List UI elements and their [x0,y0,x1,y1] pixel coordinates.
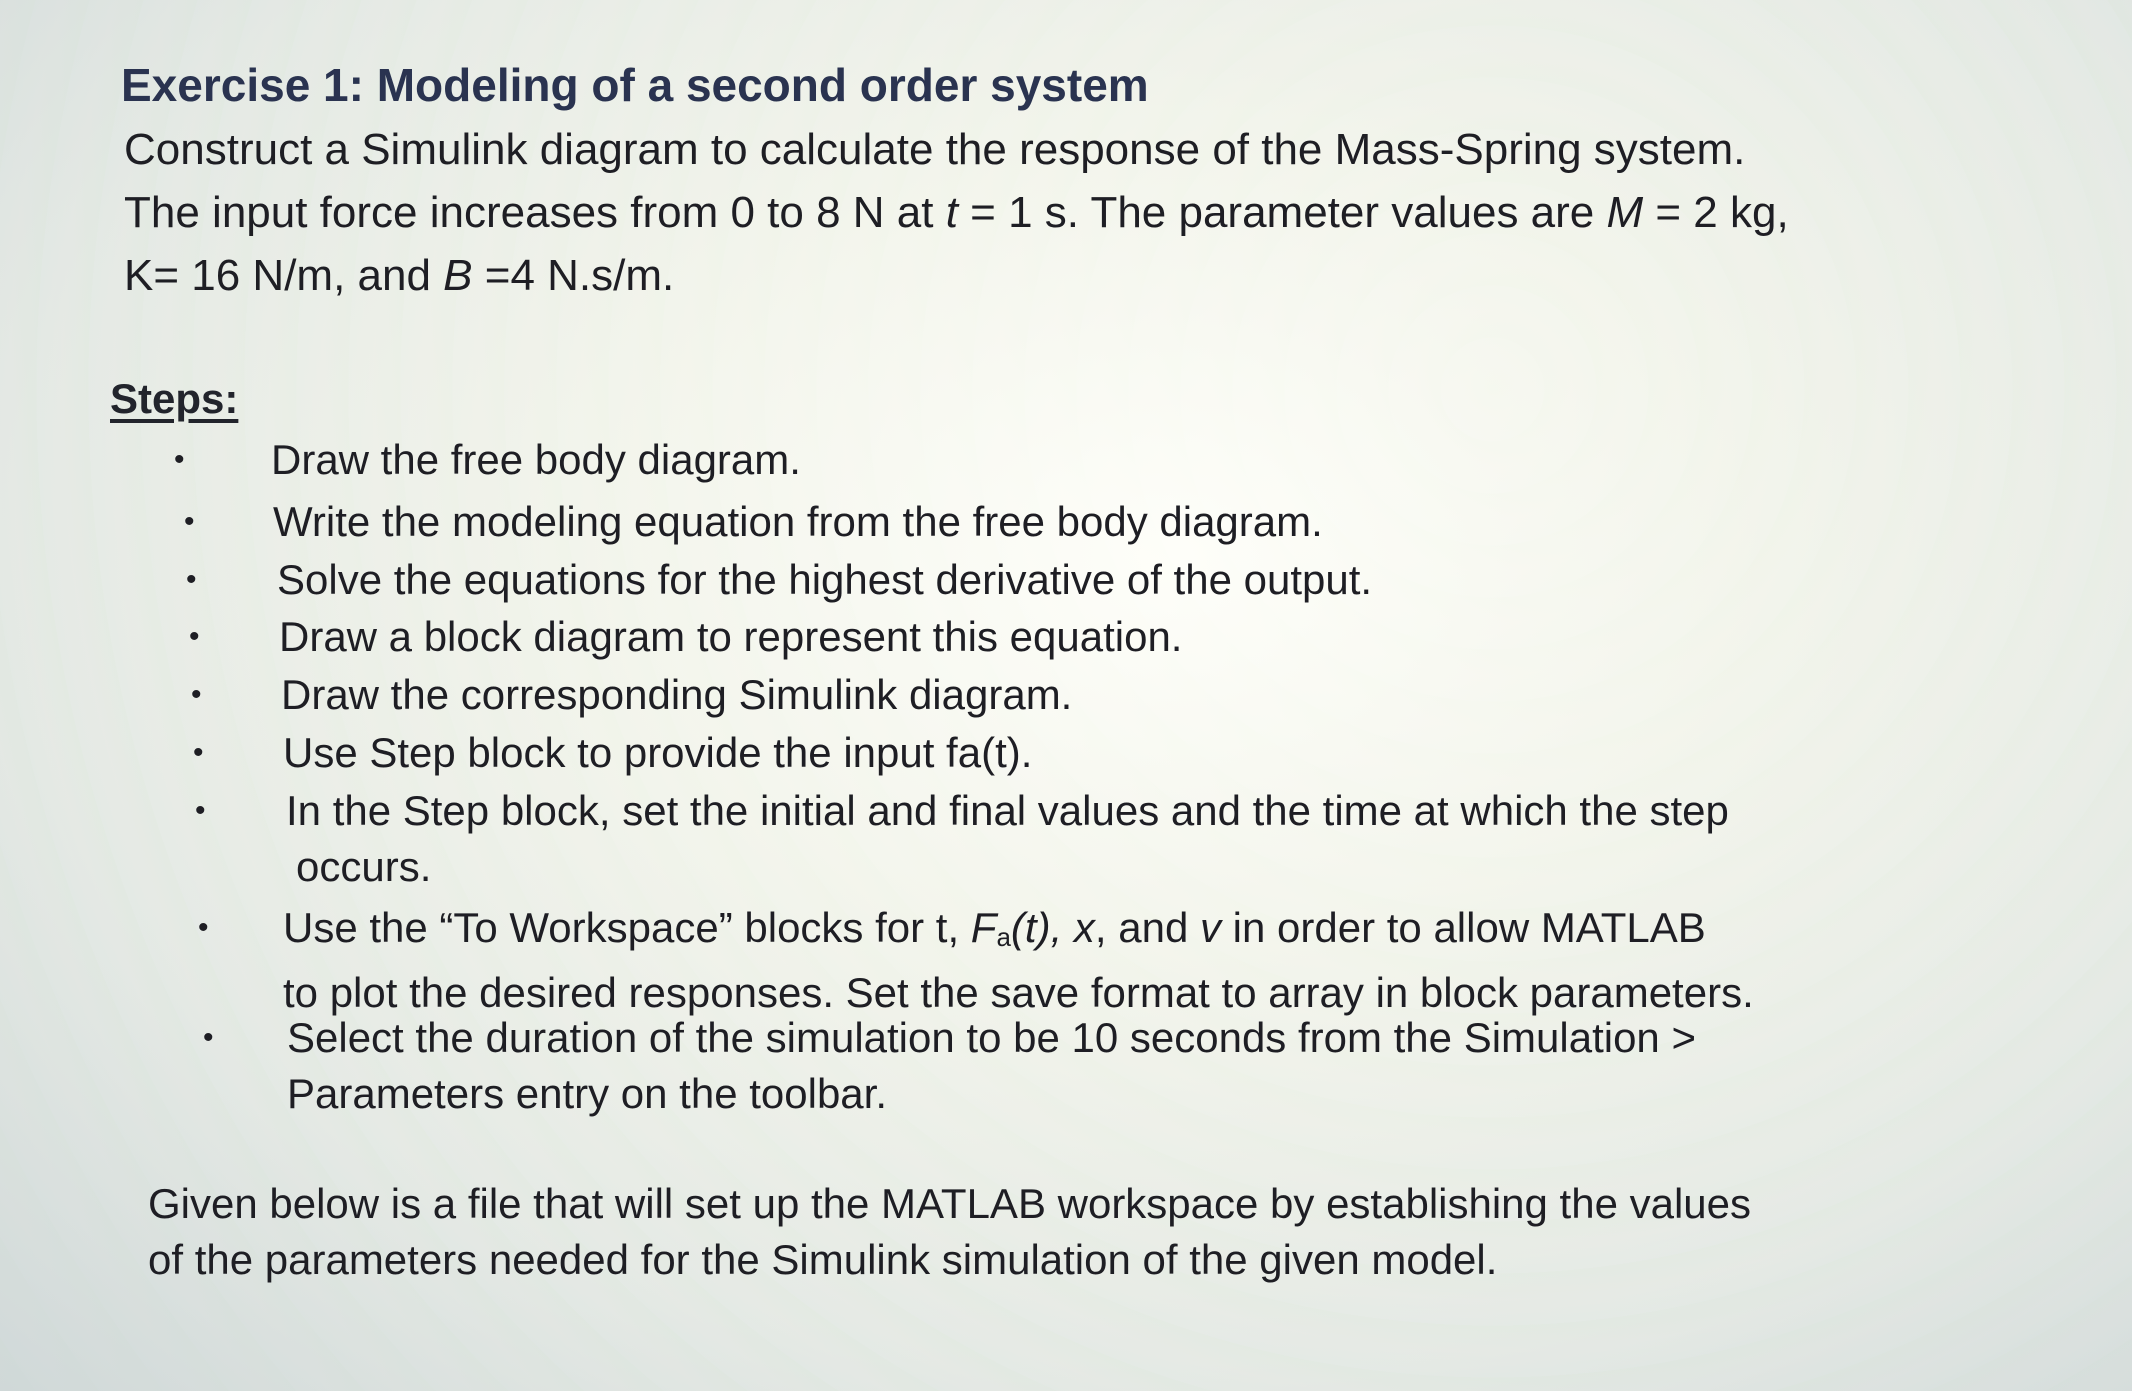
step-text-7-line-2: occurs. [296,843,432,890]
bullet-icon: • [203,1021,214,1054]
step-text-7-line-1: In the Step block, set the initial and final values and the time at which the step [286,787,1729,834]
step-text-3: Solve the equations for the highest derivative of the output. [277,556,1373,603]
steps-heading: Steps: [110,375,239,422]
variable-ft: (t), [1010,904,1063,951]
variable-v: v [1200,904,1221,951]
intro-line-2-text-b: = 1 s. The parameter values are [957,188,1607,237]
footer-paragraph [148,1176,1751,1288]
step-text-8-line-2: to plot the desired responses. Set the save format to array in block parameters. [283,969,1754,1016]
variable-m: M [1606,188,1644,237]
bullet-icon: • [195,794,206,827]
bullet-icon: • [174,443,185,476]
step-text-5: Draw the corresponding Simulink diagram. [281,671,1073,718]
step-text-8-line-1 [283,900,1754,965]
step-8-text-a: Use the “To Workspace” blocks for t, [283,904,971,951]
step-8-text-d: in order to allow MATLAB [1221,904,1706,951]
bullet-icon: • [193,736,204,769]
step-text-9 [287,1010,1696,1122]
footer-line-2: of the parameters needed for the Simulink simulation of the given model. [148,1236,1498,1283]
bullet-icon: • [198,911,209,944]
bullet-icon: • [191,678,202,711]
bullet-icon: • [186,563,197,596]
step-text-9-line-1: Select the duration of the simulation to be 10 seconds from the Simulation > [287,1014,1696,1061]
variable-t: t [945,188,958,237]
subscript-a: a [996,922,1011,952]
bullet-icon: • [189,620,200,653]
variable-f: F [970,904,997,951]
step-text-4: Draw a block diagram to represent this equation. [279,613,1183,660]
step-8-text-b [1062,904,1074,951]
step-text-9-line-2: Parameters entry on the toolbar. [287,1070,887,1117]
variable-x: x [1073,904,1095,951]
bullet-icon: • [184,505,195,538]
intro-line-1: Construct a Simulink diagram to calculate the response of the Mass-Spring system. [124,125,1746,174]
footer-line-1: Given below is a file that will set up the MATLAB workspace by establishing the values [148,1180,1752,1227]
step-text-8 [283,900,1754,1021]
variable-b: B [443,251,473,300]
step-text-2: Write the modeling equation from the free body diagram. [273,498,1323,545]
exercise-title: Exercise 1: Modeling of a second order system [121,59,1149,111]
intro-line-3-text-c: =4 N.s/m. [472,251,675,300]
step-text-6: Use Step block to provide the input fa(t). [283,729,1033,776]
step-text-7 [286,783,1729,895]
intro-line-3-text-a: K= 16 N/m, and [124,251,444,300]
step-8-text-c: , and [1094,904,1200,951]
intro-line-2-text-c: = 2 kg, [1643,188,1789,237]
step-text-1: Draw the free body diagram. [271,436,801,483]
intro-line-2-text-a: The input force increases from 0 to 8 N at [124,188,946,237]
